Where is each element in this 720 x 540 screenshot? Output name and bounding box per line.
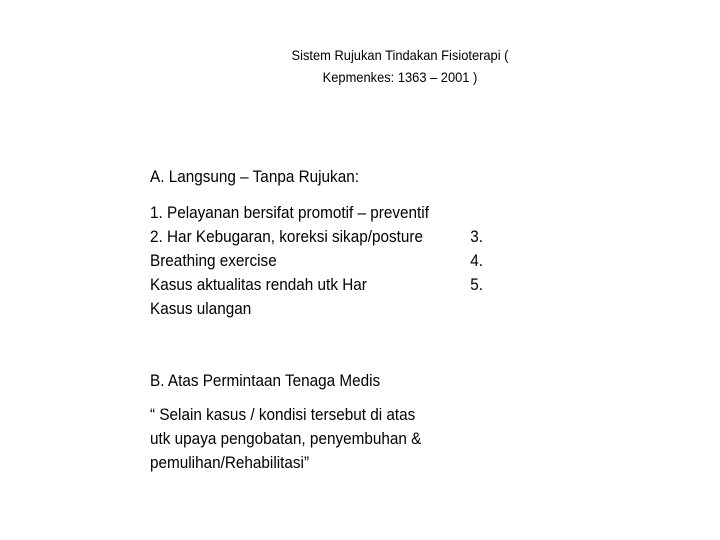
list-item-text: Breathing exercise xyxy=(150,251,277,270)
list-item-text: 2. Har Kebugaran, koreksi sikap/posture xyxy=(150,227,423,246)
section-b-quote xyxy=(150,404,483,476)
quote-line: pemulihan/Rehabilitasi” xyxy=(150,453,310,472)
list-item xyxy=(150,274,483,298)
quote-line: utk upaya pengobatan, penyembuhan & xyxy=(150,429,422,448)
slide-title-line-1: Sistem Rujukan Tindakan Fisioterapi ( xyxy=(291,47,509,63)
list-item xyxy=(150,202,483,226)
list-item-number: 4. xyxy=(470,251,483,270)
list-item-text: Kasus aktualitas rendah utk Har xyxy=(150,275,367,294)
section-a-heading: A. Langsung – Tanpa Rujukan: xyxy=(150,167,359,186)
list-item xyxy=(150,250,483,274)
list-item-number: 5. xyxy=(470,275,483,294)
section-b-heading: B. Atas Permintaan Tenaga Medis xyxy=(150,371,381,390)
list-item xyxy=(150,226,483,250)
list-item-text: 1. Pelayanan bersifat promotif – preventif xyxy=(150,203,429,222)
section-a-list xyxy=(150,202,483,322)
list-item-number: 3. xyxy=(470,227,483,246)
quote-line: “ Selain kasus / kondisi tersebut di atas xyxy=(150,405,416,424)
list-item-text: Kasus ulangan xyxy=(150,299,252,318)
slide-title-line-2: Kepmenkes: 1363 – 2001 ) xyxy=(322,69,478,85)
slide-title xyxy=(216,44,584,88)
list-item xyxy=(150,298,483,322)
